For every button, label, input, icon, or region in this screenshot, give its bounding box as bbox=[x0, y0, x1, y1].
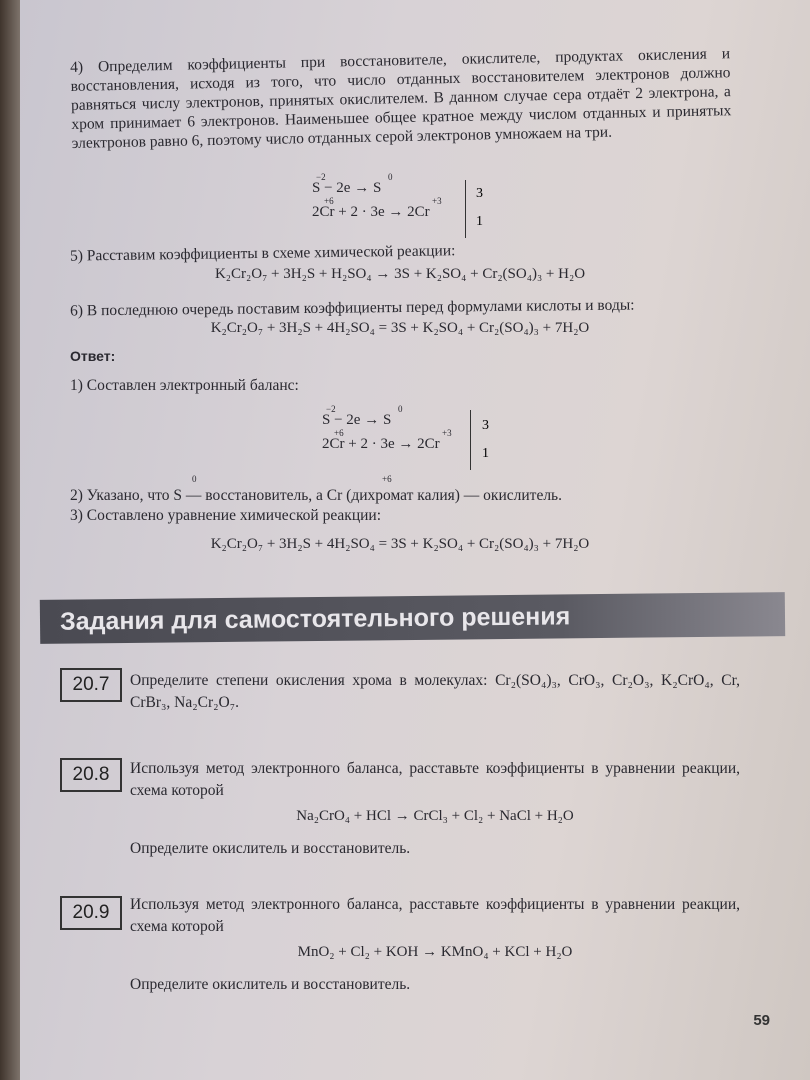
answer-item1: 1) Составлен электронный баланс: bbox=[70, 377, 299, 394]
ox-state: 0 bbox=[388, 172, 393, 182]
ox-state: +6 bbox=[324, 196, 334, 206]
half-reaction-sulfur: S − 2e → S bbox=[312, 180, 382, 196]
electron-balance-2 bbox=[322, 404, 452, 460]
step5-text: 5) Расставим коэффициенты в схеме химической реакции: bbox=[69, 242, 456, 265]
task-20-7-text: Определите степени окисления хрома в молекулах: Cr₂(SO₄)₃, CrO₃, Cr₂O₃, K₂CrO₄, Cr, CrBr₃, Na₂Cr₂O₇. bbox=[130, 672, 740, 711]
electron-balance-1 bbox=[312, 172, 442, 228]
task-20-8-equation: Na₂CrO₄ + HCl → CrCl₃ + Cl₂ + NaCl + H₂O bbox=[296, 808, 574, 824]
equation-step6: K₂Cr₂O₇ + 3H₂S + 4H₂SO₄ = 3S + K₂SO₄ + Cr₂(SO₄)₃ + 7H₂O bbox=[210, 320, 590, 336]
ox-state: +3 bbox=[432, 196, 442, 206]
task-20-9-text: Используя метод электронного баланса, расставьте коэффициенты в уравнении реакции, схема которой bbox=[130, 896, 740, 935]
equation-step5: K₂Cr₂O₇ + 3H₂S + H₂SO₄ → 3S + K₂SO₄ + Cr₂(SO₄)₃ + H₂O bbox=[214, 266, 586, 282]
balance1-chromium-line bbox=[312, 196, 442, 228]
answer-item2: 2) Указано, что S — восстановитель, а Cr (дихромат калия) — окислитель. bbox=[70, 487, 563, 504]
answer-equation: K₂Cr₂O₇ + 3H₂S + 4H₂SO₄ = 3S + K₂SO₄ + Cr₂(SO₄)₃ + 7H₂O bbox=[210, 536, 590, 552]
balance1-coef-sulfur: 3 bbox=[476, 186, 483, 201]
task-number-20-9: 20.9 bbox=[60, 896, 122, 930]
half-reaction-chromium: 2Cr + 2 · 3e → 2Cr bbox=[312, 204, 430, 220]
balance2-coef-sulfur: 3 bbox=[482, 418, 489, 433]
step4-paragraph: 4) Определим коэффициенты при восстановителе, окислителе, продуктах окисления и восстановления, исходя из того, что число отданных восстановителем электронов должно равняться числу электронов, принятых окислителем. В данном случае сера отдаёт 2 электрона, а хром принимает 6 электронов. Наименьшее общее кратное между числом отданных и принятых электронов равно 6, поэтому число отданных серой электронов умножаем на три. bbox=[70, 45, 732, 152]
task-20-9-equation: MnO₂ + Cl₂ + KOH → KMnO₄ + KCl + H₂O bbox=[297, 944, 573, 960]
task-20-8-text: Используя метод электронного баланса, расставьте коэффициенты в уравнении реакции, схема которой bbox=[130, 760, 740, 799]
answer-label: Ответ: bbox=[70, 348, 116, 364]
page-number: 59 bbox=[753, 1012, 770, 1029]
balance2-chromium-line bbox=[322, 428, 452, 460]
task-number-20-8: 20.8 bbox=[60, 758, 122, 792]
balance2-divider bbox=[470, 410, 471, 470]
answer-item3: 3) Составлено уравнение химической реакции: bbox=[70, 507, 382, 524]
item2-chromium-ox-state: +6 bbox=[382, 474, 392, 484]
half-reaction-chromium: 2Cr + 2 · 3e → 2Cr bbox=[322, 436, 440, 452]
ox-state: +3 bbox=[442, 428, 452, 438]
ox-state: −2 bbox=[326, 404, 336, 414]
task-number-20-7: 20.7 bbox=[60, 668, 122, 702]
half-reaction-sulfur: S − 2e → S bbox=[322, 412, 392, 428]
step6-text: 6) В последнюю очередь поставим коэффициенты перед формулами кислоты и воды: bbox=[69, 296, 635, 320]
balance2-coef-chromium: 1 bbox=[482, 446, 489, 461]
task-20-9-question: Определите окислитель и восстановитель. bbox=[130, 976, 411, 993]
ox-state: −2 bbox=[316, 172, 326, 182]
ox-state: 0 bbox=[398, 404, 403, 414]
item2-sulfur-ox-state: 0 bbox=[192, 474, 197, 484]
balance1-divider bbox=[465, 180, 466, 238]
ox-state: +6 bbox=[334, 428, 344, 438]
balance1-coef-chromium: 1 bbox=[476, 214, 483, 229]
section-banner: Задания для самостоятельного решения bbox=[40, 592, 785, 644]
task-20-8-question: Определите окислитель и восстановитель. bbox=[130, 840, 411, 857]
